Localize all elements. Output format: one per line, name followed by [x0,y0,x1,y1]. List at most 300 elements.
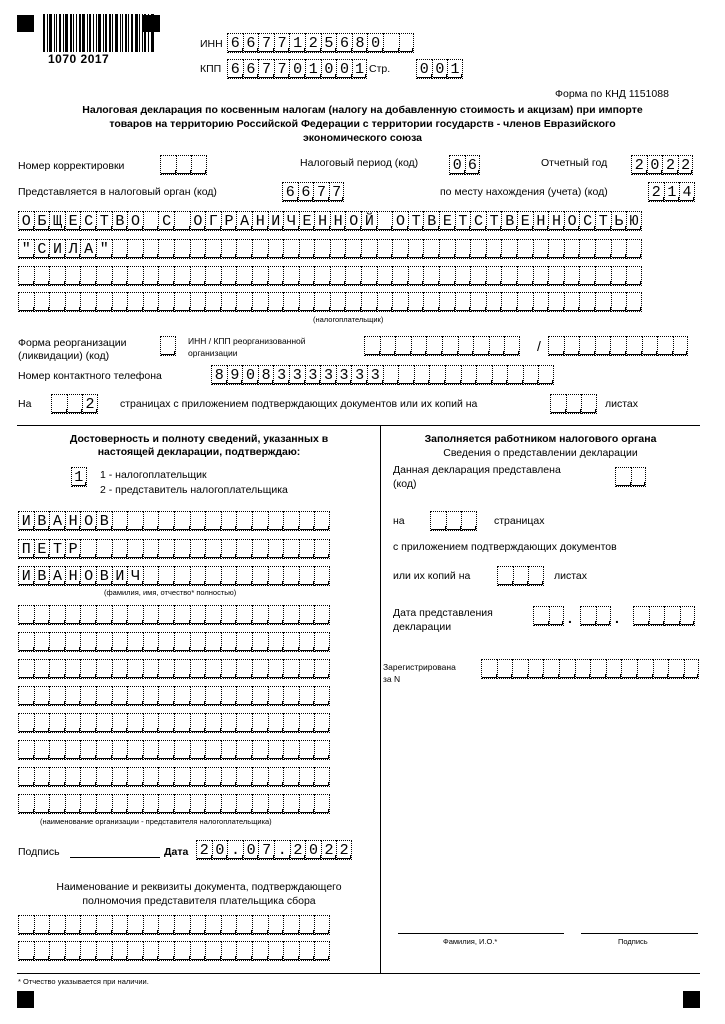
form-cell[interactable] [429,365,445,385]
form-cell[interactable] [550,394,566,414]
form-cell[interactable] [611,266,627,286]
form-cell[interactable] [190,659,206,679]
form-cell[interactable] [252,605,268,625]
form-cell[interactable]: 1 [305,59,321,79]
form-cell[interactable] [377,292,393,312]
form-cell[interactable] [283,713,299,733]
form-cell[interactable] [314,266,330,286]
form-cell[interactable]: 0 [212,840,228,860]
form-cell[interactable] [96,740,112,760]
form-cell[interactable]: 0 [243,840,259,860]
form-cell[interactable] [579,266,595,286]
form-cell[interactable] [127,740,143,760]
form-cell[interactable] [65,659,81,679]
form-cell[interactable] [18,266,34,286]
form-cell[interactable] [65,941,81,961]
form-cell[interactable] [345,239,361,259]
form-cell[interactable] [504,336,520,356]
form-cell[interactable] [497,566,513,586]
form-cell[interactable]: 0 [321,59,337,79]
form-cell[interactable] [51,394,67,414]
form-cell[interactable] [408,266,424,286]
form-cell[interactable] [314,511,330,531]
form-cell[interactable] [314,632,330,652]
form-cell[interactable] [65,713,81,733]
form-cell[interactable] [566,394,582,414]
form-cell[interactable] [221,659,237,679]
form-cell[interactable] [205,740,221,760]
form-cell[interactable] [158,659,174,679]
form-cell[interactable]: А [80,239,96,259]
form-cell[interactable] [127,767,143,787]
form-cell[interactable] [174,794,190,814]
form-cell[interactable] [143,767,159,787]
form-cell[interactable] [143,211,159,231]
form-cell[interactable] [626,239,642,259]
form-cell[interactable] [96,794,112,814]
form-cell[interactable] [595,336,611,356]
form-cell[interactable] [283,767,299,787]
form-cell[interactable] [268,686,284,706]
form-cell[interactable] [314,915,330,935]
form-cell[interactable] [143,239,159,259]
form-cell[interactable] [34,266,50,286]
form-cell[interactable] [283,686,299,706]
form-cell[interactable] [299,292,315,312]
form-cell[interactable] [314,686,330,706]
form-cell[interactable] [67,394,83,414]
form-cell[interactable] [236,659,252,679]
form-cell[interactable] [361,239,377,259]
form-cell[interactable]: О [392,211,408,231]
form-cell[interactable] [283,632,299,652]
form-cell[interactable] [236,713,252,733]
form-cell[interactable] [127,605,143,625]
form-cell[interactable] [236,239,252,259]
form-cell[interactable] [252,539,268,559]
form-cell[interactable]: 0 [336,59,352,79]
form-cell[interactable]: И [18,566,34,586]
form-cell[interactable] [158,266,174,286]
form-cell[interactable] [595,266,611,286]
form-cell[interactable] [127,632,143,652]
form-cell[interactable] [65,632,81,652]
form-cell[interactable] [49,605,65,625]
form-cell[interactable] [626,336,642,356]
form-cell[interactable]: 4 [679,182,695,202]
form-cell[interactable] [65,915,81,935]
form-cell[interactable] [112,239,128,259]
form-cell[interactable]: Е [34,539,50,559]
form-cell[interactable] [143,632,159,652]
form-cell[interactable]: 6 [227,33,243,53]
form-cell[interactable] [205,266,221,286]
form-cell[interactable] [380,336,396,356]
form-cell[interactable]: Ч [127,566,143,586]
form-cell[interactable] [205,511,221,531]
form-cell[interactable] [221,941,237,961]
form-cell[interactable] [236,686,252,706]
form-cell[interactable]: 1 [664,182,680,202]
form-cell[interactable] [252,740,268,760]
date-submitted-month[interactable] [580,606,611,626]
form-cell[interactable] [538,365,554,385]
form-cell[interactable]: 8 [352,33,368,53]
form-cell[interactable] [383,33,399,53]
form-cell[interactable] [34,767,50,787]
form-cell[interactable]: 6 [243,33,259,53]
form-cell[interactable] [221,239,237,259]
kpp-field[interactable] [227,59,367,79]
form-cell[interactable]: Т [96,211,112,231]
form-cell[interactable] [49,915,65,935]
form-cell[interactable]: И [49,239,65,259]
form-cell[interactable] [283,605,299,625]
form-cell[interactable] [221,686,237,706]
form-cell[interactable]: 3 [305,365,321,385]
form-cell[interactable] [158,740,174,760]
form-cell[interactable] [34,686,50,706]
form-cell[interactable] [190,713,206,733]
form-cell[interactable] [174,239,190,259]
form-cell[interactable]: 2 [290,840,306,860]
form-cell[interactable]: 3 [367,365,383,385]
form-cell[interactable]: О [190,211,206,231]
form-cell[interactable] [49,767,65,787]
form-cell[interactable] [18,941,34,961]
form-cell[interactable]: Е [299,211,315,231]
form-cell[interactable] [523,365,539,385]
form-cell[interactable] [268,713,284,733]
form-cell[interactable] [80,539,96,559]
form-cell[interactable] [176,155,192,175]
form-cell[interactable] [112,767,128,787]
form-cell[interactable]: Щ [49,211,65,231]
form-cell[interactable] [236,632,252,652]
form-cell[interactable] [96,659,112,679]
form-cell[interactable]: Н [65,566,81,586]
taxpayer-line-2[interactable] [18,239,642,259]
form-cell[interactable] [392,266,408,286]
form-cell[interactable]: С [470,211,486,231]
form-cell[interactable] [191,155,207,175]
form-cell[interactable] [631,467,647,487]
form-cell[interactable]: В [34,566,50,586]
form-cell[interactable]: В [112,211,128,231]
form-cell[interactable]: 3 [273,365,289,385]
form-cell[interactable] [595,239,611,259]
form-cell[interactable] [564,292,580,312]
form-cell[interactable] [221,511,237,531]
form-cell[interactable] [190,511,206,531]
form-cell[interactable] [252,767,268,787]
form-cell[interactable] [299,539,315,559]
form-cell[interactable] [143,915,159,935]
form-cell[interactable] [205,659,221,679]
form-cell[interactable] [65,740,81,760]
form-cell[interactable] [49,632,65,652]
form-cell[interactable] [34,659,50,679]
form-cell[interactable] [49,740,65,760]
form-cell[interactable]: 0 [416,59,432,79]
form-cell[interactable]: 3 [320,365,336,385]
form-cell[interactable]: 2 [662,155,678,175]
form-cell[interactable] [411,336,427,356]
form-cell[interactable] [127,713,143,733]
form-cell[interactable] [283,292,299,312]
form-cell[interactable] [190,605,206,625]
form-cell[interactable] [236,605,252,625]
form-cell[interactable] [221,740,237,760]
form-cell[interactable]: . [227,840,243,860]
form-cell[interactable] [190,794,206,814]
form-cell[interactable] [579,292,595,312]
form-cell[interactable] [299,713,315,733]
form-cell[interactable] [236,566,252,586]
form-cell[interactable] [221,794,237,814]
form-cell[interactable] [112,266,128,286]
form-cell[interactable] [18,632,34,652]
form-cell[interactable]: Й [361,211,377,231]
form-cell[interactable] [34,740,50,760]
form-cell[interactable]: " [18,239,34,259]
form-cell[interactable]: П [18,539,34,559]
form-cell[interactable] [283,511,299,531]
form-cell[interactable] [330,292,346,312]
form-cell[interactable] [455,239,471,259]
form-cell[interactable]: 0 [432,59,448,79]
form-cell[interactable] [252,292,268,312]
form-cell[interactable] [65,266,81,286]
form-cell[interactable] [96,713,112,733]
form-cell[interactable]: Р [65,539,81,559]
form-cell[interactable] [611,292,627,312]
form-cell[interactable] [96,605,112,625]
form-cell[interactable] [513,566,529,586]
form-cell[interactable] [236,292,252,312]
form-cell[interactable] [158,941,174,961]
form-cell[interactable] [143,539,159,559]
form-cell[interactable] [205,713,221,733]
form-cell[interactable] [112,713,128,733]
form-cell[interactable] [283,659,299,679]
form-cell[interactable] [143,713,159,733]
form-cell[interactable]: 8 [211,365,227,385]
form-cell[interactable] [158,292,174,312]
form-cell[interactable] [564,336,580,356]
form-cell[interactable] [268,292,284,312]
form-cell[interactable] [455,292,471,312]
form-cell[interactable] [548,266,564,286]
form-cell[interactable] [486,239,502,259]
form-cell[interactable] [174,941,190,961]
form-cell[interactable]: 0 [449,155,465,175]
form-cell[interactable] [221,915,237,935]
form-cell[interactable] [481,659,497,679]
form-cell[interactable] [330,239,346,259]
form-cell[interactable] [143,605,159,625]
form-cell[interactable] [112,632,128,652]
form-cell[interactable]: А [49,566,65,586]
org-line-2[interactable] [18,632,330,652]
form-cell[interactable] [112,605,128,625]
form-cell[interactable] [80,794,96,814]
org-line-3[interactable] [18,659,330,679]
form-cell[interactable] [606,659,622,679]
org-line-6[interactable] [18,740,330,760]
form-cell[interactable] [221,605,237,625]
form-cell[interactable] [65,686,81,706]
form-cell[interactable]: В [501,211,517,231]
signer-code-field[interactable] [71,467,87,487]
form-cell[interactable]: 7 [274,59,290,79]
form-cell[interactable]: А [236,211,252,231]
form-cell[interactable] [18,659,34,679]
form-cell[interactable] [559,659,575,679]
form-cell[interactable] [80,713,96,733]
form-cell[interactable] [398,365,414,385]
form-cell[interactable]: Г [205,211,221,231]
form-cell[interactable] [633,606,649,626]
form-cell[interactable] [112,292,128,312]
form-cell[interactable]: Р [221,211,237,231]
form-cell[interactable] [268,632,284,652]
form-cell[interactable] [190,686,206,706]
form-cell[interactable] [174,686,190,706]
date-field[interactable] [196,840,352,860]
form-cell[interactable] [446,511,462,531]
form-cell[interactable] [236,941,252,961]
form-cell[interactable] [80,292,96,312]
form-cell[interactable]: 1 [352,59,368,79]
form-cell[interactable] [268,740,284,760]
form-cell[interactable]: О [80,566,96,586]
form-cell[interactable]: 1 [289,33,305,53]
form-cell[interactable]: 6 [227,59,243,79]
form-cell[interactable]: 7 [258,33,274,53]
form-cell[interactable] [190,767,206,787]
form-cell[interactable] [548,239,564,259]
form-cell[interactable] [501,239,517,259]
form-cell[interactable] [49,713,65,733]
form-cell[interactable]: 6 [298,182,314,202]
form-cell[interactable] [158,713,174,733]
form-cell[interactable] [158,605,174,625]
form-cell[interactable] [580,606,596,626]
form-cell[interactable]: Т [49,539,65,559]
form-cell[interactable] [96,767,112,787]
form-cell[interactable] [486,292,502,312]
form-cell[interactable] [455,266,471,286]
surname-field[interactable] [18,511,330,531]
form-cell[interactable] [252,266,268,286]
form-cell[interactable] [268,605,284,625]
org-line-8[interactable] [18,794,330,814]
form-cell[interactable] [221,767,237,787]
form-cell[interactable] [314,566,330,586]
form-cell[interactable] [268,266,284,286]
form-cell[interactable] [112,511,128,531]
form-cell[interactable] [252,794,268,814]
form-cell[interactable] [579,239,595,259]
form-cell[interactable] [314,292,330,312]
sign-line[interactable] [581,933,698,934]
form-cell[interactable] [127,292,143,312]
form-cell[interactable] [34,794,50,814]
form-cell[interactable] [174,659,190,679]
form-cell[interactable]: О [127,211,143,231]
form-cell[interactable] [49,292,65,312]
form-cell[interactable] [158,539,174,559]
form-cell[interactable]: Н [65,511,81,531]
form-cell[interactable]: Т [595,211,611,231]
form-cell[interactable] [34,605,50,625]
form-cell[interactable] [112,686,128,706]
form-cell[interactable] [127,266,143,286]
form-cell[interactable]: Н [330,211,346,231]
org-line-5[interactable] [18,713,330,733]
form-cell[interactable]: 0 [289,59,305,79]
form-cell[interactable] [423,266,439,286]
form-cell[interactable] [299,941,315,961]
form-cell[interactable] [96,941,112,961]
form-cell[interactable] [143,566,159,586]
form-cell[interactable] [80,605,96,625]
form-cell[interactable] [236,794,252,814]
form-cell[interactable] [190,566,206,586]
signature-line[interactable] [70,857,160,858]
form-cell[interactable] [112,539,128,559]
form-cell[interactable] [377,266,393,286]
form-cell[interactable] [205,539,221,559]
form-cell[interactable] [65,794,81,814]
form-cell[interactable] [392,292,408,312]
form-cell[interactable] [392,239,408,259]
form-cell[interactable] [423,239,439,259]
form-cell[interactable] [127,511,143,531]
form-cell[interactable] [205,292,221,312]
form-cell[interactable] [283,566,299,586]
form-cell[interactable] [528,566,544,586]
form-cell[interactable] [80,632,96,652]
form-cell[interactable] [470,266,486,286]
form-cell[interactable] [377,239,393,259]
form-cell[interactable]: Н [314,211,330,231]
form-cell[interactable] [314,605,330,625]
form-cell[interactable] [221,566,237,586]
form-cell[interactable] [112,659,128,679]
form-cell[interactable] [205,239,221,259]
form-cell[interactable]: С [34,239,50,259]
location-field[interactable] [648,182,695,202]
form-cell[interactable] [517,239,533,259]
form-cell[interactable] [383,365,399,385]
form-cell[interactable] [533,292,549,312]
fio-line[interactable] [398,933,564,934]
form-cell[interactable] [680,606,696,626]
form-cell[interactable]: 2 [196,840,212,860]
form-cell[interactable] [190,292,206,312]
form-cell[interactable] [473,336,489,356]
form-cell[interactable]: 2 [631,155,647,175]
authority-field[interactable] [282,182,344,202]
form-cell[interactable]: Ю [626,211,642,231]
form-cell[interactable] [236,915,252,935]
form-cell[interactable] [252,566,268,586]
form-cell[interactable] [190,239,206,259]
form-cell[interactable] [18,605,34,625]
form-cell[interactable] [174,511,190,531]
